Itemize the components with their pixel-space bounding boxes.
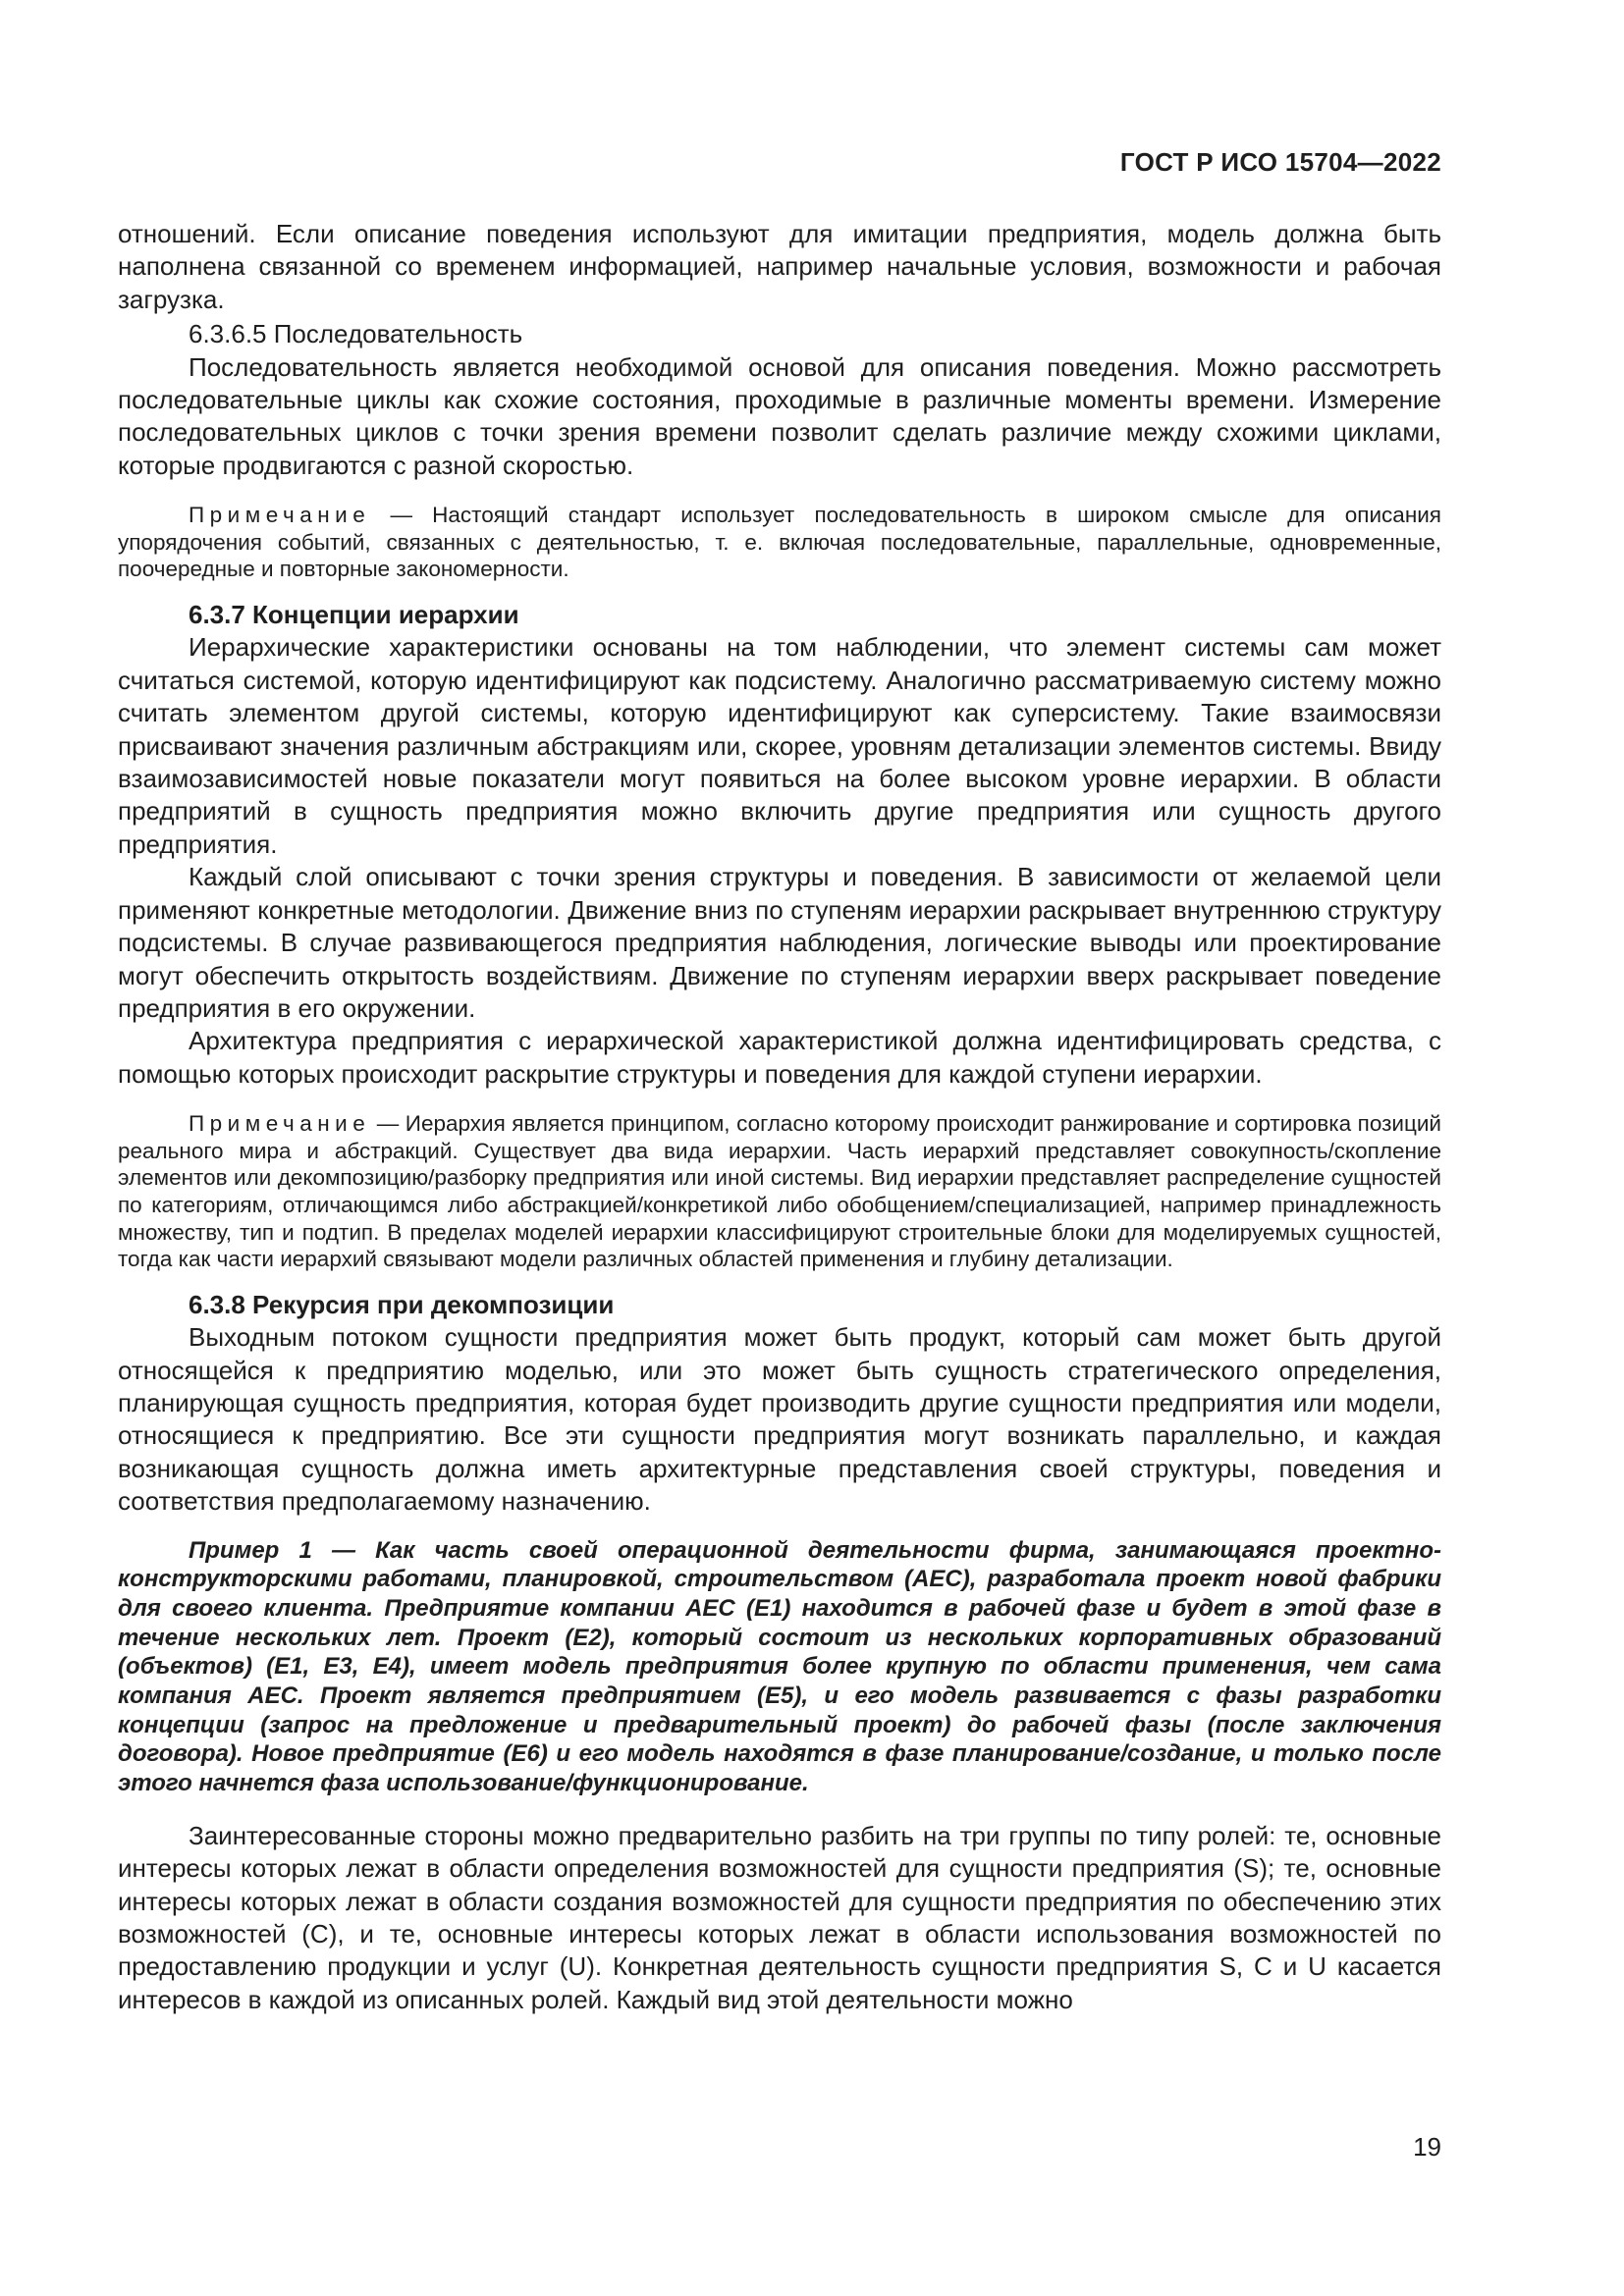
section-heading-6-3-8: 6.3.8 Рекурсия при декомпозиции — [189, 1289, 615, 1319]
note-label: Примечание — [189, 503, 371, 528]
paragraph-continuation: отношений. Если описание поведения используют для имитации предприятия, модель должна быть наполнена связанной со временем информацией, например начальные условия, возможности и рабочая загрузка. — [118, 219, 1441, 314]
paragraph-hierarchy-2: Каждый слой описывают с точки зрения структуры и поведения. В зависимости от желаемой цели применяют конкретные методологии. Движение вниз по ступеням иерархии раскрывает внутреннюю структуру подсистемы. В случае развивающегося предприятия наблюдения, логические выводы или проектирование могут обеспечить открытость воздействиям. Движение по ступеням иерархии вверх раскрывает поведение предприятия в его окружении. — [118, 862, 1441, 1023]
document-code-header: ГОСТ Р ИСО 15704—2022 — [1119, 147, 1441, 177]
page-number: 19 — [1413, 2132, 1441, 2162]
page-content — [118, 218, 1441, 2016]
paragraph-hierarchy-1: Иерархические характеристики основаны на том наблюдении, что элемент системы сам может считаться системой, которую идентифицируют как подсистему. Аналогично рассматриваемую систему можно считать элементом другой системы, которую идентифицируют как суперсистему. Такие взаимосвязи присваивают значения различным абстракциям или, скорее, уровням детализации элементов системы. Ввиду взаимозависимостей новые показатели могут появиться на более высоком уровне иерархии. В области предприятий в сущность предприятия можно включить другие предприятия или сущность другого предприятия. — [118, 632, 1441, 859]
note-text: — Иерархия является принципом, согласно которому происходит ранжирование и сортировка позиций реального мира и абстракций. Существует два вида иерархии. Часть иерархий представляет совокупность/скопление элементов или декомпозицию/разборку предприятия или иной системы. Вид иерархии представляет распределение сущностей по категориям, отличающимся либо абстракцией/конкретикой либо обобщением/специализацией, например принадлежность множеству, тип и подтип. В пределах моделей иерархии классифицируют строительные блоки для моделируемых сущностей, тогда как части иерархий связывают модели различных областей применения и глубину детализации. — [118, 1111, 1441, 1272]
paragraph-stakeholders: Заинтересованные стороны можно предварительно разбить на три группы по типу ролей: те, основные интересы которых лежат в области определения возможностей для сущности предприятия (S); те, основные интересы которых лежат в области создания возможностей для сущности предприятия по обеспечению этих возможностей (C), и те, основные интересы которых лежат в области использования возможностей по предоставлению продукции и услуг (U). Конкретная деятельность сущности предприятия S, C и U касается интересов в каждой из описанных ролей. Каждый вид этой деятельности можно — [118, 1820, 1441, 2014]
note-hierarchy — [118, 1110, 1441, 1273]
example-1: Пример 1 — Как часть своей операционной деятельности фирма, занимающаяся проектно-конструкторскими работами, планировкой, строительством (AEC), разработала проект новой фабрики для своего клиента. Предприятие компании AEC (E1) находится в рабочей фазе и будет в этой фазе в течение нескольких лет. Проект (E2), который состоит из нескольких корпоративных образований (объектов) (E1, E3, E4), имеет модель предприятия более крупную по области применения, чем сама компания AEC. Проект является предприятием (E5), и его модель развивается с фазы разработки концепции (запрос на предложение и предварительный проект) до рабочей фазы (после заключения договора). Новое предприятие (E6) и его модель находятся в фазе планирование/создание, и только после этого начнется фаза использование/функционирование. — [118, 1536, 1441, 1797]
paragraph-hierarchy-3: Архитектура предприятия с иерархической характеристикой должна идентифицировать средства, с помощью которых происходит раскрытие структуры и поведения для каждой ступени иерархии. — [118, 1026, 1441, 1089]
note-text: — Настоящий стандарт использует последовательность в широком смысле для описания упорядочения событий, связанных с деятельностью, т. е. включая последовательные, параллельные, одновременные, поочередные и повторные закономерности. — [118, 503, 1441, 582]
note-label: Примечание — [189, 1111, 371, 1137]
paragraph-sequence: Последовательность является необходимой основой для описания поведения. Можно рассмотреть последовательные циклы как схожие состояния, проходимые в различные моменты времени. Измерение последовательных циклов с точки зрения времени позволит сделать различие между схожими циклами, которые продвигаются с разной скоростью. — [118, 351, 1441, 480]
paragraph-recursion: Выходным потоком сущности предприятия может быть продукт, который сам может быть другой относящейся к предприятию моделью, или это может быть сущность стратегического определения, планирующая сущность предприятия, которая будет производить другие сущности предприятия или модели, относящиеся к предприятию. Все эти сущности предприятия могут возникать параллельно, и каждая возникающая сущность должна иметь архитектурные представления своей структуры, поведения и соответствия предполагаемому назначению. — [118, 1322, 1441, 1517]
section-heading-6-3-7: 6.3.7 Концепции иерархии — [189, 600, 519, 630]
note-sequence — [118, 502, 1441, 583]
subsection-heading-6-3-6-5: 6.3.6.5 Последовательность — [189, 319, 523, 349]
